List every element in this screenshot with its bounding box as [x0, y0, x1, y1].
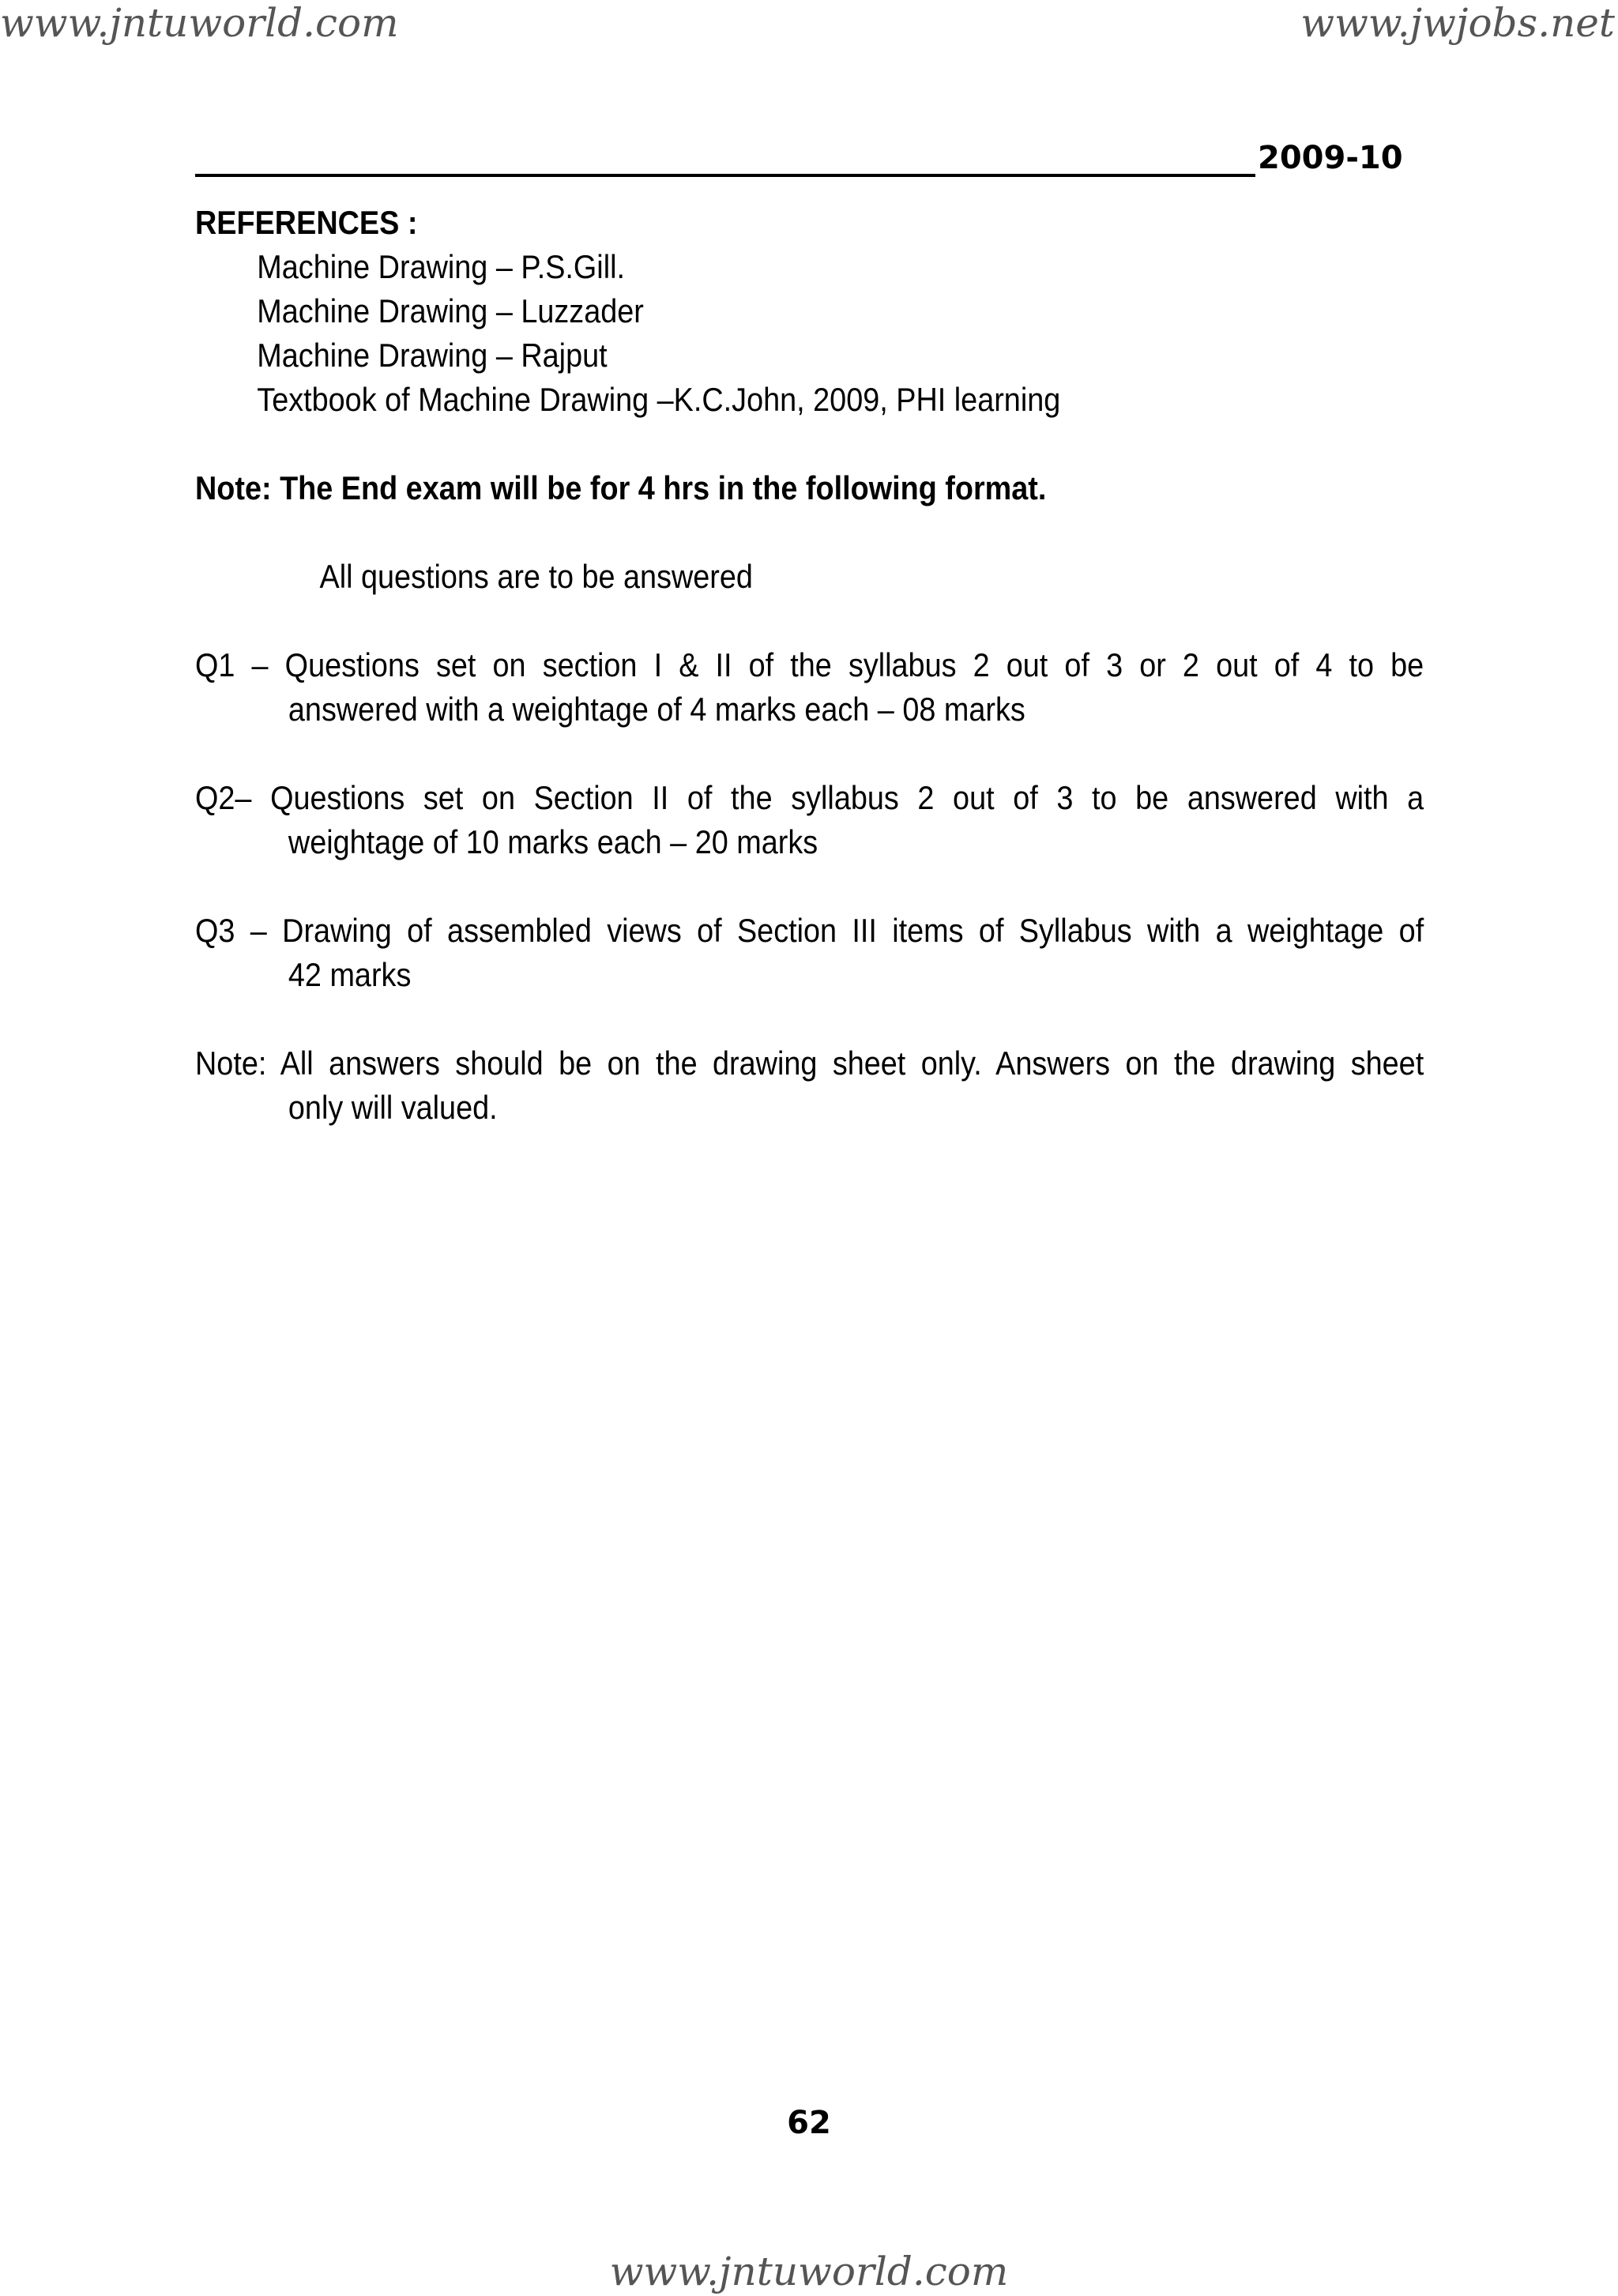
question-3-line-1: Q3 – Drawing of assembled views of Section III items of Syllabus with a weightage of: [195, 912, 1424, 949]
reference-item: Machine Drawing – Luzzader: [257, 292, 644, 329]
references-heading: REFERENCES :: [195, 204, 418, 241]
exam-format-note: Note: The End exam will be for 4 hrs in the following format.: [195, 469, 1047, 506]
watermark-top-right: www.jwjobs.net: [1300, 0, 1615, 46]
question-1-line-1: Q1 – Questions set on section I & II of the syllabus 2 out of 3 or 2 out of 4 to be: [195, 646, 1424, 683]
header-year: 2009-10: [1258, 140, 1403, 176]
final-note-line-1: Note: All answers should be on the drawing sheet only. Answers on the drawing sheet: [195, 1044, 1424, 1082]
question-3-line-2: 42 marks: [288, 956, 412, 993]
question-2-line-2: weightage of 10 marks each – 20 marks: [288, 823, 818, 860]
question-1-line-2: answered with a weightage of 4 marks each – 08 marks: [288, 691, 1025, 728]
watermark-top-left: www.jntuworld.com: [0, 0, 399, 46]
header-rule: [195, 174, 1255, 177]
reference-item: Textbook of Machine Drawing –K.C.John, 2009, PHI learning: [257, 381, 1061, 418]
references-section: [195, 201, 1475, 422]
reference-item: Machine Drawing – Rajput: [257, 337, 608, 374]
page-number: 62: [787, 2105, 831, 2141]
instruction-text: All questions are to be answered: [319, 558, 753, 595]
reference-item: Machine Drawing – P.S.Gill.: [257, 248, 626, 285]
question-2-line-1: Q2– Questions set on Section II of the syllabus 2 out of 3 to be answered with a: [195, 779, 1424, 816]
final-note-line-2: only will valued.: [288, 1089, 498, 1126]
watermark-bottom: www.jntuworld.com: [609, 2249, 1009, 2294]
